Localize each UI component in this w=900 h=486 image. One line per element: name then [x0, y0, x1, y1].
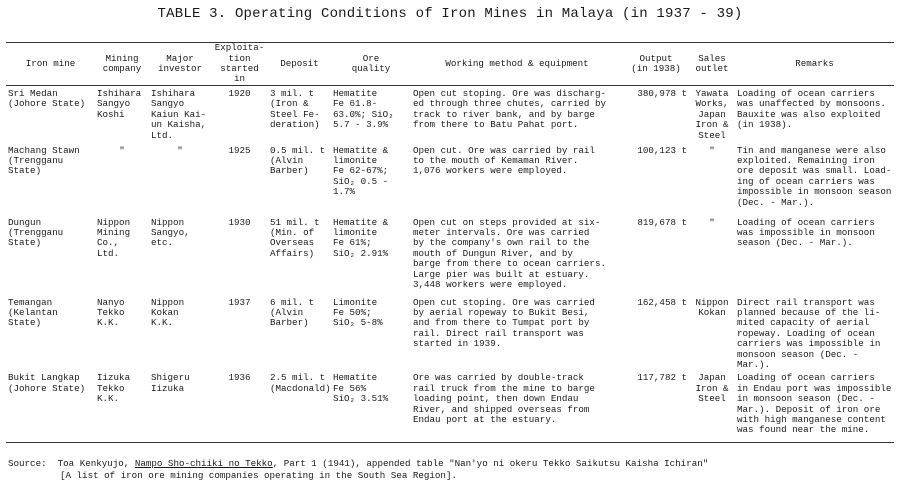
cell-major-investor: Nippon Kokan K.K.	[151, 296, 185, 329]
source-book-title: Nampo Sho-chiiki no Tekko	[134, 458, 273, 469]
table-row	[6, 86, 894, 143]
cell-remarks: Loading of ocean carriers was unaffected by monsoons. Bauxite was also exploited (in 1938).	[737, 88, 886, 131]
cell-major-investor: Shigeru Iizuka	[149, 370, 211, 442]
header-ore-quality: Ore quality	[331, 43, 411, 86]
cell-remarks: Tin and manganese were also exploited. Remaining iron ore deposit was small. Load- ing of ocean carriers was impossible in monsoon season (Dec. - Mar.).	[737, 144, 892, 208]
cell-exploitation-started: 1925	[228, 144, 251, 156]
header-exploitation-started: Exploita- tion started in	[211, 43, 268, 86]
cell-output: 380,978 t	[637, 88, 687, 99]
cell-mining-company: Ishihara Sangyo Koshi	[97, 88, 142, 120]
cell-working-method: Open cut stoping. Ore was discharg- ed through three chutes, carried by track to river bank, and by barge from there to Batu Pahat port.	[413, 88, 606, 131]
cell-output: 162,458 t	[637, 296, 687, 308]
cell-sales-outlet: Japan Iron & Steel	[689, 370, 735, 442]
cell-ore-quality: Limonite Fe 50%; SiO₂ 5-8%	[333, 296, 383, 329]
cell-iron-mine: Temangan (Kelantan State)	[8, 296, 58, 329]
source-translation: [A list of iron ore mining companies operating in the South Sea Region].	[60, 469, 457, 481]
header-remarks: Remarks	[735, 43, 894, 86]
cell-deposit: 6 mil. t (Alvin Barber)	[270, 296, 315, 329]
header-mining-company: Mining company	[95, 43, 149, 86]
cell-working-method: Ore was carried by double-track rail truck from the mine to barge loading point, then down Endau River, and shipped overseas from Endau port at the estuary.	[411, 370, 623, 442]
cell-major-investor: Ishihara Sangyo Kaiun Kai- un Kaisha, Ltd.	[151, 88, 207, 141]
cell-ore-quality: Hematite & limonite Fe 62-67%; SiO₂ 0.5 - 1.7%	[333, 144, 389, 198]
cell-mining-company: Nanyo Tekko K.K.	[97, 296, 125, 329]
cell-output: 117,782 t	[623, 370, 689, 442]
cell-exploitation-started: 1936	[211, 370, 268, 442]
cell-iron-mine: Bukit Langkap (Johore State)	[6, 370, 95, 442]
cell-sales-outlet: Yawata Works, Japan Iron & Steel	[695, 88, 729, 141]
cell-output: 819,678 t	[637, 216, 687, 228]
cell-mining-company: Nippon Mining Co., Ltd.	[97, 216, 131, 259]
cell-working-method: Open cut. Ore was carried by rail to the mouth of Kemaman River. 1,076 workers were employed.	[413, 144, 595, 177]
source-suffix: , Part 1 (1941), appended table "Nan'yo ni okeru Tekko Saikutsu Kaisha Ichiran"	[272, 458, 709, 469]
cell-exploitation-started: 1930	[228, 216, 251, 228]
source-label: Source:	[8, 458, 47, 469]
cell-remarks: Direct rail transport was planned because of the li- mited capacity of aerial ropeway. Loading of ocean carriers was impossible in monsoon season (Dec. - Mar.).	[737, 296, 881, 370]
cell-output: 100,123 t	[637, 144, 687, 156]
table-row	[6, 370, 894, 442]
header-sales-outlet: Sales outlet	[689, 43, 735, 86]
cell-deposit: 51 mil. t (Min. of Overseas Affairs)	[270, 216, 320, 259]
header-working-method: Working method & equipment	[411, 43, 623, 86]
cell-sales-outlet: Nippon Kokan	[695, 296, 729, 318]
table-row	[6, 215, 894, 295]
cell-mining-company: "	[119, 144, 125, 156]
cell-remarks: Loading of ocean carriers in Endau port was impossible in monsoon season (Dec. - Mar.). Deposit of iron ore with high manganese content was found near the mine.	[735, 370, 894, 442]
cell-ore-quality: Hematite & limonite Fe 61%; SiO₂ 2.91%	[333, 216, 389, 259]
cell-ore-quality: Hematite Fe 61.8- 63.0%; SiO₂ 5.7 - 3.9%	[333, 88, 394, 131]
source-prefix: Toa Kenkyujo,	[57, 458, 135, 469]
cell-working-method: Open cut stoping. Ore was carried by aerial ropeway to Bukit Besi, and from there to Tumpat port by rail. Direct rail transport was started in 1939.	[413, 296, 595, 350]
cell-major-investor: "	[177, 144, 183, 156]
table-title: TABLE 3. Operating Conditions of Iron Mines in Malaya (in 1937 - 39)	[157, 6, 743, 22]
cell-sales-outlet: "	[709, 144, 715, 156]
source-citation	[8, 458, 708, 470]
cell-deposit: 0.5 mil. t (Alvin Barber)	[270, 144, 326, 177]
cell-deposit: 2.5 mil. t (Macdonald)	[268, 370, 331, 442]
table-row	[6, 295, 894, 371]
cell-iron-mine: Dungun (Trengganu State)	[8, 216, 64, 249]
cell-mining-company: Iizuka Tekko K.K.	[95, 370, 149, 442]
iron-mines-table	[6, 42, 894, 443]
source-note	[8, 458, 708, 481]
header-output: Output (in 1938)	[623, 43, 689, 86]
cell-working-method: Open cut on steps provided at six- meter intervals. Ore was carried by the company's own rail to the mouth of Dungun River, and by barge from there to ocean carriers. Large pier was built at estuary. 3,448 workers were employed.	[413, 216, 606, 290]
cell-remarks: Loading of ocean carriers was impossible in monsoon season (Dec. - Mar.).	[737, 216, 875, 249]
cell-sales-outlet: "	[709, 216, 715, 228]
cell-deposit: 3 mil. t (Iron & Steel Fe- deration)	[270, 88, 320, 131]
cell-iron-mine: Machang Stawn (Trengganu State)	[8, 144, 80, 177]
header-iron-mine: Iron mine	[6, 43, 95, 86]
header-major-investor: Major investor	[149, 43, 211, 86]
cell-ore-quality: Hematite Fe 56% SiO₂ 3.51%	[331, 370, 411, 442]
header-row	[6, 43, 894, 86]
table-row	[6, 143, 894, 215]
cell-exploitation-started: 1937	[228, 296, 251, 308]
cell-exploitation-started: 1920	[228, 88, 251, 99]
cell-iron-mine: Sri Medan (Johore State)	[8, 88, 86, 110]
cell-major-investor: Nippon Sangyo, etc.	[151, 216, 190, 249]
header-deposit: Deposit	[268, 43, 331, 86]
